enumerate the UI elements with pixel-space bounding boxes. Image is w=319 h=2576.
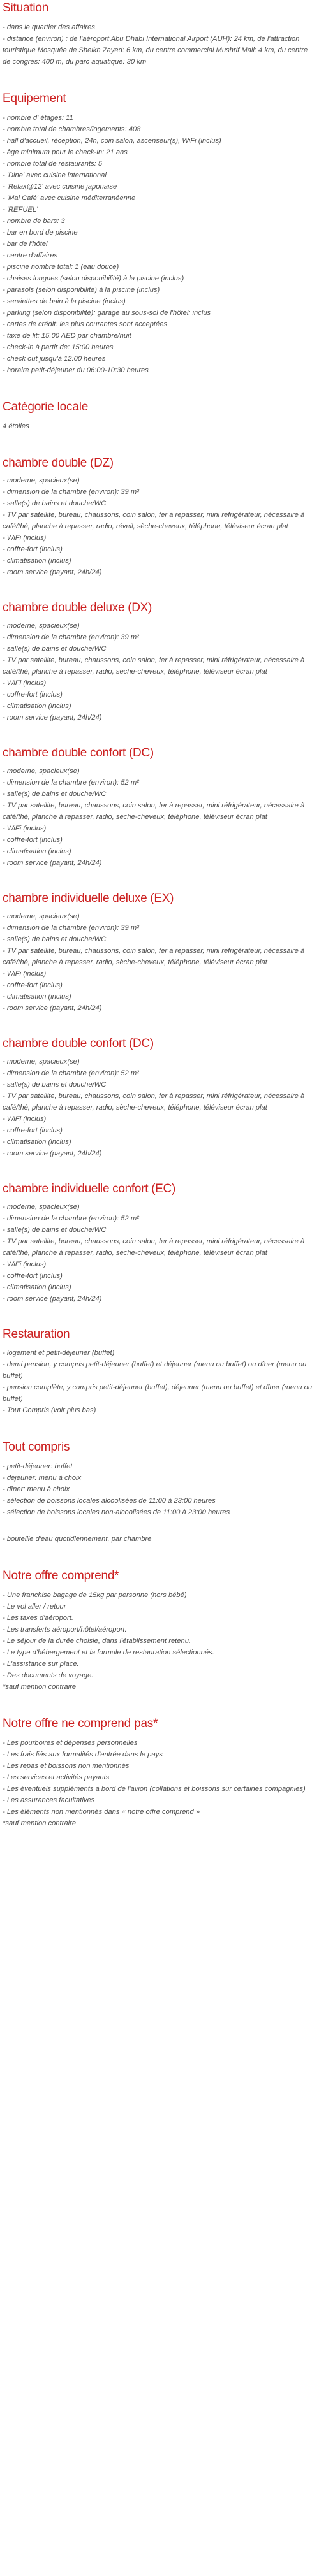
equipement-line: - cartes de crédit: les plus courantes sont acceptées xyxy=(3,320,168,328)
restauration-list xyxy=(3,1347,316,1416)
offre-ne-comprend-line: - Les éléments non mentionnés dans « notre offre comprend » xyxy=(3,1807,200,1816)
room-feature-line: - room service (payant, 24h/24) xyxy=(3,1004,102,1012)
room-feature-line: - TV par satellite, bureau, chaussons, coin salon, fer à repasser, mini réfrigérateur, nécessaire à café/thé, planche à repasser, radio, sèche-cheveux, téléphone, téléviseur écran plat xyxy=(3,1092,305,1111)
equipement-line: - âge minimum pour le check-in: 21 ans xyxy=(3,148,128,156)
equipement-line: - check out jusqu'à 12:00 heures xyxy=(3,354,106,363)
rooms-container xyxy=(3,456,316,1305)
room-feature-line: - coffre-fort (inclus) xyxy=(3,1271,63,1280)
offre-comprend-list xyxy=(3,1589,316,1681)
equipement-line: - horaire petit-déjeuner du 06:00-10:30 heures xyxy=(3,366,149,374)
restauration-title: Restauration xyxy=(3,1327,70,1341)
room-feature-line: - room service (payant, 24h/24) xyxy=(3,1149,102,1157)
room-feature-line: - climatisation (inclus) xyxy=(3,1283,71,1291)
offre-ne-comprend-line: - Les éventuels suppléments à bord de l'avion (collations et boissons sur certaines compagnies) xyxy=(3,1784,306,1793)
offre-ne-comprend-section xyxy=(3,1717,316,1829)
equipement-line: - 'REFUEL' xyxy=(3,205,38,213)
offre-ne-comprend-title: Notre offre ne comprend pas* xyxy=(3,1717,158,1731)
equipement-line: - 'Dine' avec cuisine international xyxy=(3,171,107,179)
offre-comprend-line: - Des documents de voyage. xyxy=(3,1672,94,1680)
room-feature-line: - salle(s) de bains et douche/WC xyxy=(3,935,107,943)
room-feature-line: - climatisation (inclus) xyxy=(3,848,71,856)
offre-ne-comprend-line: - Les assurances facultatives xyxy=(3,1796,95,1804)
restauration-section xyxy=(3,1328,316,1417)
room-title: chambre individuelle deluxe (EX) xyxy=(3,892,174,906)
room-feature-line: - TV par satellite, bureau, chaussons, coin salon, fer à repasser, mini réfrigérateur, nécessaire à café/thé, planche à repasser, radio, réveil, sèche-cheveux, téléphone, téléviseur écran plat xyxy=(3,511,305,531)
offre-ne-comprend-list xyxy=(3,1737,316,1818)
equipement-list xyxy=(3,112,316,376)
offre-comprend-line: - Le séjour de la durée choisie, dans l'établissement retenu. xyxy=(3,1637,191,1646)
equipement-line: - nombre total de restaurants: 5 xyxy=(3,159,103,168)
equipement-line: - 'Relax@12' avec cuisine japonaise xyxy=(3,182,117,191)
room-feature-list xyxy=(3,1201,316,1305)
room-feature-list xyxy=(3,765,316,869)
room-feature-line: - salle(s) de bains et douche/WC xyxy=(3,1080,107,1089)
room-feature-line: - moderne, spacieux(se) xyxy=(3,622,80,630)
tout-compris-line: - dîner: menu à choix xyxy=(3,1486,70,1494)
equipement-line: - check-in à partir de: 15:00 heures xyxy=(3,343,114,351)
room-feature-line: - TV par satellite, bureau, chaussons, coin salon, fer à repasser, mini réfrigérateur, nécessaire à café/thé, planche à repasser, radio, sèche-cheveux, téléphone, téléviseur écran plat xyxy=(3,656,305,676)
room-feature-line: - room service (payant, 24h/24) xyxy=(3,1294,102,1303)
room-feature-line: - room service (payant, 24h/24) xyxy=(3,568,102,577)
room-feature-line: - coffre-fort (inclus) xyxy=(3,691,63,699)
situation-line: - dans le quartier des affaires xyxy=(3,23,95,31)
situation-section xyxy=(3,1,316,68)
equipement-line: - 'Mal Café' avec cuisine méditerranéenne xyxy=(3,194,136,202)
room-feature-line: - coffre-fort (inclus) xyxy=(3,836,63,844)
offre-comprend-title: Notre offre comprend* xyxy=(3,1569,119,1583)
restauration-line: - pension complète, y compris petit-déjeuner (buffet), déjeuner (menu ou buffet) et dîner (menu ou buffet) xyxy=(3,1384,313,1403)
room-feature-line: - coffre-fort (inclus) xyxy=(3,981,63,989)
equipement-line: - piscine nombre total: 1 (eau douce) xyxy=(3,263,119,271)
room-feature-list xyxy=(3,1056,316,1159)
equipement-line: - parking (selon disponibilité): garage au sous-sol de l'hôtel: inclus xyxy=(3,308,211,317)
restauration-line: - logement et petit-déjeuner (buffet) xyxy=(3,1349,115,1357)
equipement-line: - parasols (selon disponibilité) à la piscine (inclus) xyxy=(3,286,160,294)
offre-ne-comprend-line: - Les repas et boissons non mentionnés xyxy=(3,1762,130,1770)
equipement-line: - taxe de lit: 15.00 AED par chambre/nuit xyxy=(3,331,131,340)
equipement-line: - nombre d' étages: 11 xyxy=(3,113,73,122)
equipement-line: - hall d'accueil, réception, 24h, coin salon, ascenseur(s), WiFi (inclus) xyxy=(3,136,221,145)
room-feature-line: - room service (payant, 24h/24) xyxy=(3,714,102,722)
room-feature-line: - room service (payant, 24h/24) xyxy=(3,859,102,867)
equipement-line: - nombre total de chambres/logements: 408 xyxy=(3,125,141,133)
room-feature-line: - TV par satellite, bureau, chaussons, coin salon, fer à repasser, mini réfrigérateur, nécessaire à café/thé, planche à repasser, radio, sèche-cheveux, téléphone, téléviseur écran plat xyxy=(3,946,305,966)
room-title: chambre double confort (DC) xyxy=(3,746,154,760)
tout-compris-list xyxy=(3,1461,316,1518)
room-feature-line: - moderne, spacieux(se) xyxy=(3,767,80,776)
offre-comprend-note: *sauf mention contraire xyxy=(3,1683,77,1691)
tout-compris-line: - déjeuner: menu à choix xyxy=(3,1474,82,1482)
room-feature-line: - TV par satellite, bureau, chaussons, coin salon, fer à repasser, mini réfrigérateur, nécessaire à café/thé, planche à repasser, radio, sèche-cheveux, téléphone, téléviseur écran plat xyxy=(3,802,305,821)
situation-list xyxy=(3,22,316,68)
room-feature-line: - dimension de la chambre (environ): 52 m² xyxy=(3,779,139,787)
offre-ne-comprend-line: - Les services et activités payants xyxy=(3,1773,110,1781)
equipement-section xyxy=(3,92,316,376)
room-section xyxy=(3,746,316,869)
room-feature-line: - WiFi (inclus) xyxy=(3,679,47,688)
categorie-value: 4 étoiles xyxy=(3,422,29,430)
room-feature-list xyxy=(3,620,316,723)
room-feature-line: - moderne, spacieux(se) xyxy=(3,1057,80,1066)
offre-comprend-line: - Le vol aller / retour xyxy=(3,1603,66,1611)
categorie-title: Catégorie locale xyxy=(3,400,89,414)
situation-title: Situation xyxy=(3,1,49,15)
room-feature-line: - dimension de la chambre (environ): 39 m² xyxy=(3,633,139,642)
tout-compris-line: - sélection de boissons locales non-alcoolisées de 11:00 à 23:00 heures xyxy=(3,1509,230,1517)
room-feature-line: - dimension de la chambre (environ): 39 m² xyxy=(3,488,139,496)
room-feature-line: - WiFi (inclus) xyxy=(3,534,47,542)
room-feature-line: - climatisation (inclus) xyxy=(3,992,71,1001)
room-title: chambre double deluxe (DX) xyxy=(3,601,152,615)
situation-line: - distance (environ) : de l'aéroport Abu Dhabi International Airport (AUH): 24 km, de l'attraction touristique Mosquée de Sheikh Zayed: 6 km, du centre commercial Mushrif Mall: 4 km, du centre de congrès: 400 m, du parc aquatique: 30 km xyxy=(3,34,308,66)
restauration-line: - demi pension, y compris petit-déjeuner (buffet) et déjeuner (menu ou buffet) ou dîner (menu ou buffet) xyxy=(3,1361,307,1380)
offre-comprend-line: - Une franchise bagage de 15kg par personne (hors bébé) xyxy=(3,1591,187,1600)
tout-compris-section xyxy=(3,1440,316,1545)
room-feature-line: - dimension de la chambre (environ): 52 m² xyxy=(3,1069,139,1077)
equipement-line: - chaises longues (selon disponibilité) à la piscine (inclus) xyxy=(3,274,184,282)
room-feature-line: - WiFi (inclus) xyxy=(3,969,47,978)
room-feature-line: - dimension de la chambre (environ): 52 m² xyxy=(3,1214,139,1222)
room-section xyxy=(3,601,316,723)
equipement-line: - bar de l'hôtel xyxy=(3,240,48,248)
offre-comprend-line: - L'assistance sur place. xyxy=(3,1660,79,1668)
room-feature-line: - climatisation (inclus) xyxy=(3,702,71,711)
room-feature-line: - salle(s) de bains et douche/WC xyxy=(3,645,107,653)
room-feature-line: - TV par satellite, bureau, chaussons, coin salon, fer à repasser, mini réfrigérateur, nécessaire à café/thé, planche à repasser, radio, sèche-cheveux, téléphone, téléviseur écran plat xyxy=(3,1237,305,1257)
room-section xyxy=(3,1037,316,1159)
room-feature-line: - dimension de la chambre (environ): 39 m² xyxy=(3,923,139,932)
room-feature-line: - salle(s) de bains et douche/WC xyxy=(3,1226,107,1234)
room-feature-line: - salle(s) de bains et douche/WC xyxy=(3,500,107,508)
room-feature-line: - moderne, spacieux(se) xyxy=(3,1203,80,1211)
room-section xyxy=(3,892,316,1014)
tout-compris-line: - petit-déjeuner: buffet xyxy=(3,1463,73,1471)
offre-comprend-line: - Le type d'hébergement et la formule de restauration sélectionnés. xyxy=(3,1649,214,1657)
room-feature-line: - moderne, spacieux(se) xyxy=(3,477,80,485)
room-feature-line: - moderne, spacieux(se) xyxy=(3,912,80,920)
tout-compris-line: - sélection de boissons locales alcoolisées de 11:00 à 23:00 heures xyxy=(3,1497,216,1505)
tout-compris-title: Tout compris xyxy=(3,1440,70,1454)
offre-comprend-line: - Les transferts aéroport/hôtel/aéroport. xyxy=(3,1626,127,1634)
room-title: chambre double confort (DC) xyxy=(3,1036,154,1050)
restauration-line: - Tout Compris (voir plus bas) xyxy=(3,1407,96,1415)
room-feature-line: - climatisation (inclus) xyxy=(3,1138,71,1146)
equipement-line: - nombre de bars: 3 xyxy=(3,217,65,225)
room-feature-line: - WiFi (inclus) xyxy=(3,825,47,833)
room-feature-line: - WiFi (inclus) xyxy=(3,1115,47,1123)
room-feature-line: - salle(s) de bains et douche/WC xyxy=(3,790,107,799)
room-feature-list xyxy=(3,475,316,578)
tout-compris-extra: - bouteille d'eau quotidiennement, par chambre xyxy=(3,1535,152,1544)
room-feature-line: - coffre-fort (inclus) xyxy=(3,1126,63,1134)
room-feature-list xyxy=(3,911,316,1014)
equipement-line: - serviettes de bain à la piscine (inclus) xyxy=(3,297,126,305)
room-title: chambre individuelle confort (EC) xyxy=(3,1182,175,1196)
equipement-line: - centre d'affaires xyxy=(3,251,58,259)
offre-ne-comprend-line: - Les pourboires et dépenses personnelles xyxy=(3,1739,138,1747)
room-section xyxy=(3,456,316,579)
offre-ne-comprend-note: *sauf mention contraire xyxy=(3,1819,77,1827)
equipement-line: - bar en bord de piscine xyxy=(3,228,78,236)
room-section xyxy=(3,1182,316,1305)
offre-comprend-section xyxy=(3,1569,316,1693)
offre-ne-comprend-line: - Les frais liés aux formalités d'entrée dans le pays xyxy=(3,1750,163,1758)
categorie-section xyxy=(3,400,316,432)
equipement-title: Equipement xyxy=(3,91,66,105)
room-feature-line: - coffre-fort (inclus) xyxy=(3,546,63,554)
room-title: chambre double (DZ) xyxy=(3,456,114,470)
room-feature-line: - climatisation (inclus) xyxy=(3,557,71,565)
room-feature-line: - WiFi (inclus) xyxy=(3,1260,47,1268)
offre-comprend-line: - Les taxes d'aéroport. xyxy=(3,1614,73,1623)
